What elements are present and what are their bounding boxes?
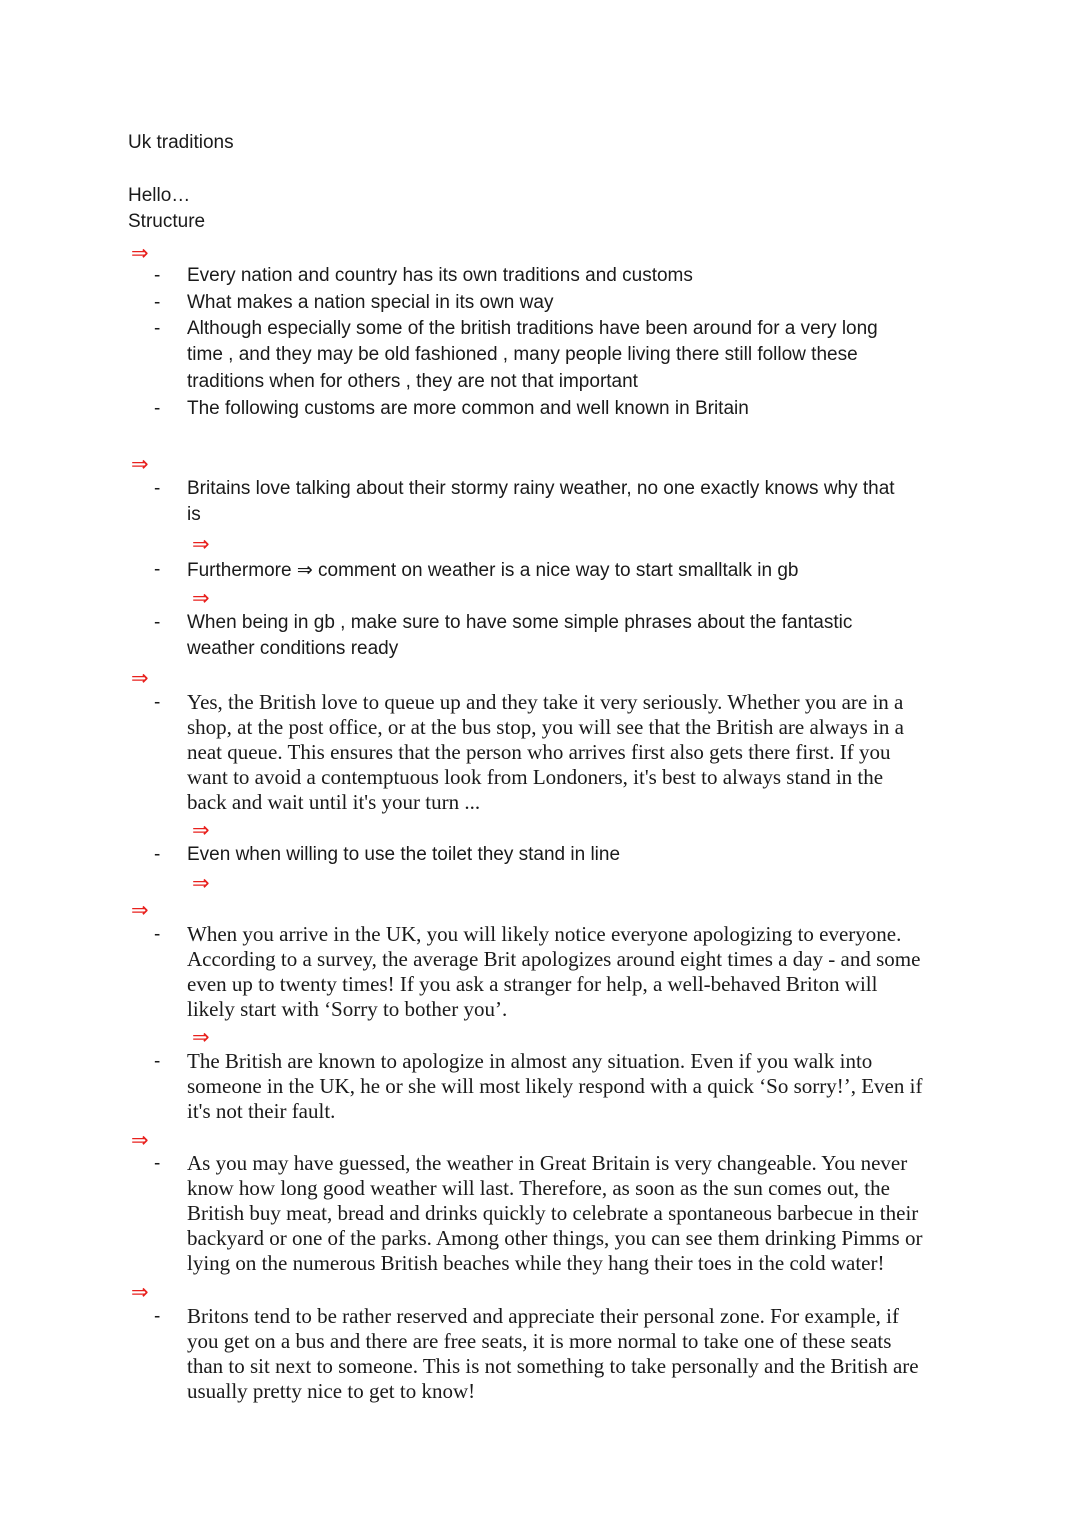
weather-bullet-1-line-1: Britains love talking about their stormy rainy weather, no one exactly knows why that [187,478,895,499]
bbq-bullet-1-line-2: know how long good weather will last. Therefore, as soon as the sun comes out, the [187,1176,890,1200]
document-title: Uk traditions [128,132,234,153]
queue-bullet-1-line-3: neat queue. This ensures that the person who arrives first also gets there first. If you [187,740,891,764]
weather-bullet-1-line-2: is [187,504,201,525]
bullet-dash: - [154,844,161,865]
sorry-bullet-1-line-4: likely start with ‘Sorry to bother you’. [187,997,508,1021]
weather-bullet-3-line-1: When being in gb , make sure to have some simple phrases about the fantastic [187,612,853,633]
structure-heading: Structure [128,211,206,232]
red-arrow-icon: ⇒ [192,586,210,610]
bullet-dash: - [154,265,161,286]
sorry-bullet-2-line-3: it's not their fault. [187,1099,336,1123]
inline-arrow-icon: ⇒ [296,559,313,581]
red-arrow-icon: ⇒ [192,532,210,556]
queue-bullet-2: Even when willing to use the toilet they stand in line [187,844,621,865]
red-arrow-icon: ⇒ [131,898,149,922]
queue-bullet-1-line-1: Yes, the British love to queue up and they take it very seriously. Whether you are in a [187,690,904,714]
queue-bullet-1-line-2: shop, at the post office, or at the bus stop, you will see that the British are always in a [187,715,904,739]
reserved-bullet-1-line-1: Britons tend to be rather reserved and appreciate their personal zone. For example, if [187,1304,899,1328]
bbq-bullet-1-line-4: backyard or one of the parks. Among other things, you can see them drinking Pimms or [187,1226,923,1250]
bullet-dash: - [154,559,161,580]
bullet-dash: - [154,398,161,419]
intro-bullet-4: The following customs are more common and well known in Britain [187,398,749,419]
weather-bullet-2-post: comment on weather is a nice way to start smalltalk in gb [312,560,799,581]
bbq-bullet-1-line-5: lying on the numerous British beaches while they hang their toes in the cold water! [187,1251,885,1275]
bullet-dash: - [154,1153,161,1174]
bullet-dash: - [154,1051,161,1072]
sorry-bullet-1-line-1: When you arrive in the UK, you will likely notice everyone apologizing to everyone. [187,922,902,946]
bullet-dash: - [154,478,161,499]
red-arrow-icon: ⇒ [192,1025,210,1049]
reserved-bullet-1-line-2: you get on a bus and there are free seats, it is more normal to take one of these seats [187,1329,892,1353]
intro-bullet-3-line-1: Although especially some of the british traditions have been around for a very long [187,318,878,339]
red-arrow-icon: ⇒ [192,871,210,895]
bullet-dash: - [154,612,161,633]
weather-bullet-2-pre: Furthermore [187,560,292,581]
red-arrow-icon: ⇒ [131,666,149,690]
greeting-text: Hello… [128,185,191,206]
intro-bullet-1: Every nation and country has its own traditions and customs [187,265,693,286]
red-arrow-icon: ⇒ [131,241,149,265]
bullet-dash: - [154,292,161,313]
intro-bullet-3-line-2: time , and they may be old fashioned , many people living there still follow these [187,344,858,365]
sorry-bullet-2-line-2: someone in the UK, he or she will most likely respond with a quick ‘So sorry!’, Even if [187,1074,923,1098]
red-arrow-icon: ⇒ [131,1280,149,1304]
red-arrow-icon: ⇒ [131,452,149,476]
intro-bullet-2: What makes a nation special in its own way [187,292,554,313]
bbq-bullet-1-line-1: As you may have guessed, the weather in Great Britain is very changeable. You never [187,1151,908,1175]
sorry-bullet-2-line-1: The British are known to apologize in almost any situation. Even if you walk into [187,1049,873,1073]
weather-bullet-3-line-2: weather conditions ready [187,638,399,659]
intro-bullet-3-line-3: traditions when for others , they are not that important [187,371,638,392]
queue-bullet-1-line-4: want to avoid a contemptuous look from Londoners, it's best to always stand in the [187,765,884,789]
bullet-dash: - [154,318,161,339]
bullet-dash: - [154,1306,161,1327]
sorry-bullet-1-line-3: even up to twenty times! If you ask a stranger for help, a well-behaved Briton will [187,972,878,996]
bullet-dash: - [154,924,161,945]
red-arrow-icon: ⇒ [192,818,210,842]
sorry-bullet-1-line-2: According to a survey, the average Brit apologizes around eight times a day - and some [187,947,921,971]
red-arrow-icon: ⇒ [131,1128,149,1152]
weather-bullet-2 [187,557,799,584]
bbq-bullet-1-line-3: British buy meat, bread and drinks quickly to celebrate a spontaneous barbecue in their [187,1201,919,1225]
reserved-bullet-1-line-3: than to sit next to someone. This is not something to take personally and the British are [187,1354,919,1378]
reserved-bullet-1-line-4: usually pretty nice to get to know! [187,1379,476,1403]
bullet-dash: - [154,692,161,713]
queue-bullet-1-line-5: back and wait until it's your turn ... [187,790,481,814]
